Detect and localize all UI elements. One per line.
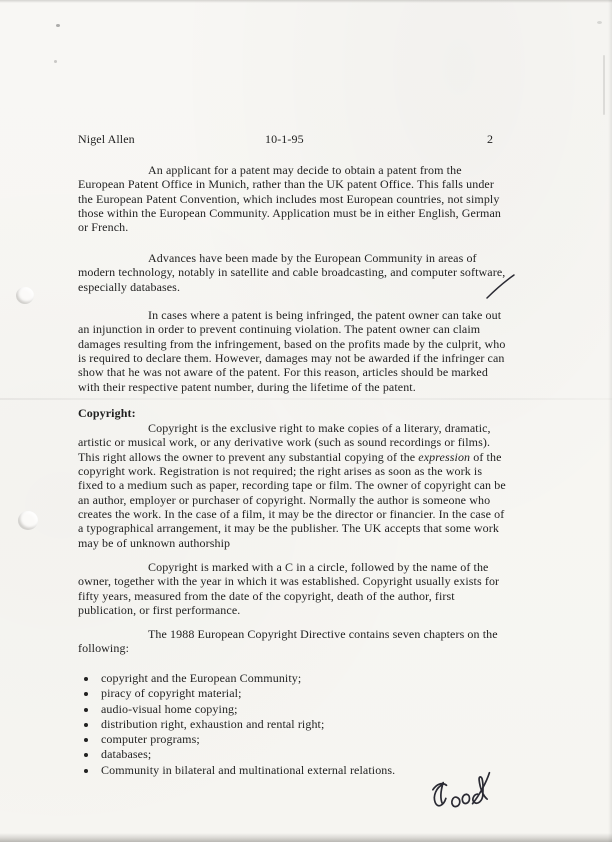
page-number: 2 — [487, 132, 494, 146]
copyright-definition-text: Copyright is the exclusive right to make copies of a literary, dramatic, artistic or musical work, or any derivative work (such as sound recordings or films). This right allows the owner to prevent any substantial copying of the — [78, 421, 491, 464]
list-item: computer programs; — [78, 732, 508, 747]
scan-speck — [597, 21, 602, 24]
punch-hole-top — [16, 287, 34, 304]
copyright-definition-text-cont: of the copyright work. Registration is not required; the right arises as soon as the work is fixed to a medium such as paper, recording tape or film. The owner of copyright can be an author, employer or purchaser of copyright. Normally the author is someone who creates the work. In the case of a film, it may be the director or financier. In the case of a typographical arrangement, it may be the publisher. The UK accepts that some work may be of unknown authorship — [78, 449, 506, 550]
expression-italic-word: expression — [418, 449, 471, 464]
paragraph-copyright-definition — [78, 421, 508, 550]
author-name: Nigel Allen — [78, 132, 135, 146]
scan-edge-right — [608, 0, 612, 842]
handwritten-note — [425, 766, 513, 831]
list-item: audio-visual home copying; — [78, 702, 508, 717]
copyright-heading: Copyright: — [78, 406, 136, 420]
scan-speck — [56, 24, 60, 27]
pen-tick-mark — [484, 272, 518, 302]
scan-edge-bottom — [0, 833, 612, 842]
list-item: piracy of copyright material; — [78, 686, 508, 701]
scan-speck — [54, 60, 57, 63]
paragraph-copyright-marking: Copyright is marked with a C in a circle, followed by the name of the owner, together with the year in which it was established. Copyright usually exists for fifty years, measured from the date of the copyright, death of the author, first publication, or first performance. — [78, 560, 500, 618]
punch-hole-bottom — [18, 511, 38, 530]
list-item: databases; — [78, 747, 508, 762]
list-item: Community in bilateral and multinational external relations. — [78, 763, 508, 778]
header-date: 10-1-95 — [265, 132, 304, 146]
scan-edge-right-line — [603, 55, 605, 115]
scan-edge-top — [0, 0, 612, 3]
paragraph-directive-intro: The 1988 European Copyright Directive contains seven chapters on the following: — [78, 627, 498, 656]
paragraph-infringement: In cases where a patent is being infringed, the patent owner can take out an injunction in order to prevent continuing violation. The patent owner can claim damages resulting from the infringement, based on the profits made by the culprit, who is required to declare them. However, damages may not be awarded if the infringer can show that he was not aware of the patent. For this reason, articles should be marked with their respective patent number, during the lifetime of the patent. — [78, 308, 506, 394]
bullet-list — [78, 671, 508, 778]
handwriting-good-scribble — [425, 766, 512, 826]
directive-chapter-list — [78, 671, 508, 778]
list-item: copyright and the European Community; — [78, 671, 508, 686]
paragraph-patent-application: An applicant for a patent may decide to obtain a patent from the European Patent Office in Munich, rather than the UK patent Office. This falls under the European Patent Convention, which includes most European countries, not simply those within the European Community. Application must be in either English, German or French. — [78, 163, 502, 235]
paper-crease-line — [0, 398, 612, 400]
list-item: distribution right, exhaustion and rental right; — [78, 717, 508, 732]
paragraph-ec-advances: Advances have been made by the European Community in areas of modern technology, notably in satellite and cable broadcasting, and computer software, especially databases. — [78, 251, 506, 294]
